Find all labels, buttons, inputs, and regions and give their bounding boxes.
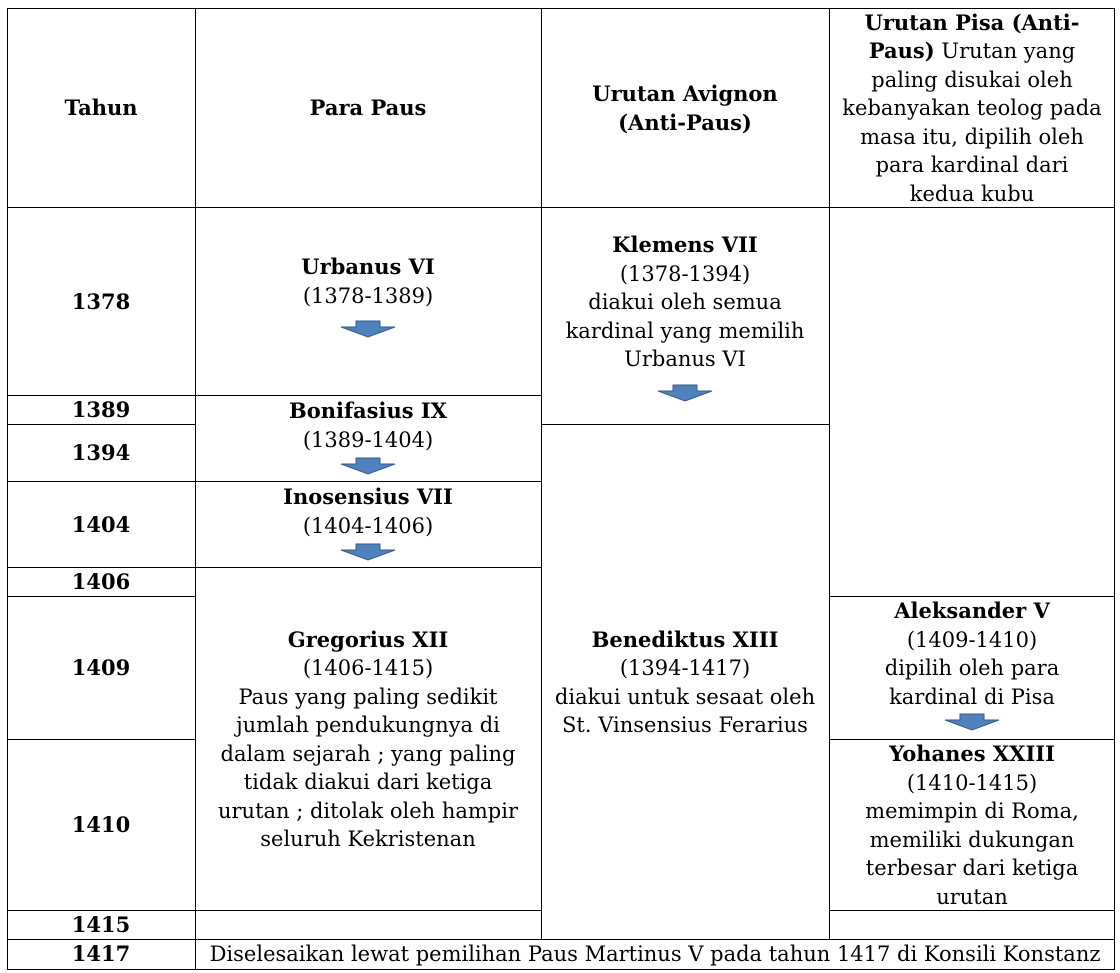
table-border — [7, 910, 541, 911]
pope-inosensius-cell — [195, 482, 541, 568]
antipope-name: Aleksander V — [894, 598, 1050, 623]
antipope-benediktus-cell — [541, 425, 829, 940]
table-border — [7, 969, 1115, 970]
antipope-note: memimpin di Roma, memiliki dukungan terbesar dari ketiga urutan — [865, 799, 1079, 909]
table-border — [541, 424, 829, 425]
header-avignon: Urutan Avignon (Anti-Paus) — [592, 81, 778, 135]
pope-note: Paus yang paling sedikit jumlah pendukungnya di dalam sejarah ; yang paling tidak diakui dari ketiga urutan ; ditolak oleh hampir seluruh Kekristenan — [217, 684, 519, 851]
antipope-years: (1378-1394) — [619, 261, 751, 286]
antipope-years: (1410-1415) — [906, 770, 1038, 795]
down-arrow-icon — [340, 457, 396, 475]
pope-gregorius-cell — [195, 568, 541, 911]
pope-years: (1378-1389) — [302, 283, 434, 308]
table-border — [829, 8, 830, 940]
antipope-years: (1409-1410) — [906, 627, 1038, 652]
footer-note: Diselesaikan lewat pemilihan Paus Martinus V pada tahun 1417 di Konsili Konstanz — [209, 942, 1101, 967]
year-cell: 1378 — [71, 288, 131, 314]
pope-bonifasius-cell — [195, 396, 541, 482]
table-border — [7, 207, 1115, 208]
pope-urbanus-cell — [195, 208, 541, 396]
table-border — [7, 567, 541, 568]
antipope-note: diakui oleh semua kardinal yang memilih Urbanus VI — [565, 290, 805, 372]
header-pisa — [829, 9, 1115, 208]
year-cell: 1410 — [71, 812, 131, 838]
antipope-yohanes-cell — [829, 740, 1115, 911]
down-arrow-icon — [340, 320, 396, 338]
pope-years: (1406-1415) — [302, 656, 434, 680]
table-border — [829, 739, 1115, 740]
pope-years: (1404-1406) — [302, 513, 434, 538]
header-pisa-description: Urutan yang paling disukai oleh kebanyakan teolog pada masa itu, dipilih oleh para kardinal dari kedua kubu — [842, 39, 1102, 206]
year-cell: 1404 — [71, 511, 131, 537]
table-border — [7, 8, 8, 970]
table-border — [541, 8, 542, 940]
table-border — [1114, 8, 1115, 970]
header-popes: Para Paus — [309, 95, 427, 121]
year-cell: 1409 — [71, 655, 131, 681]
antipope-klemens-cell — [541, 208, 829, 425]
table-border — [7, 739, 195, 740]
table-border — [7, 424, 195, 425]
pope-name: Bonifasius IX — [289, 398, 447, 423]
year-cell: 1415 — [71, 912, 131, 938]
table-border — [7, 596, 195, 597]
year-cell: 1394 — [71, 440, 131, 466]
table-border — [7, 8, 1115, 9]
down-arrow-icon — [657, 384, 713, 402]
table-border — [829, 910, 1115, 911]
antipope-years: (1394-1417) — [619, 656, 751, 680]
year-cell: 1389 — [71, 397, 131, 423]
down-arrow-icon — [340, 543, 396, 561]
antipope-note: dipilih oleh para kardinal di Pisa — [884, 656, 1060, 709]
year-cell: 1406 — [71, 569, 131, 595]
antipope-name: Benediktus XIII — [591, 626, 779, 652]
table-border — [195, 8, 196, 970]
pope-name: Urbanus VI — [301, 254, 435, 279]
table-border — [7, 395, 541, 396]
antipope-name: Klemens VII — [612, 232, 758, 258]
header-pisa-title: Urutan Pisa (Anti-Paus) — [864, 9, 1080, 64]
table-border — [7, 481, 541, 482]
pisa-empty-cell — [829, 208, 1115, 597]
table-border — [7, 939, 1115, 940]
header-year: Tahun — [64, 95, 138, 121]
table-border — [829, 596, 1115, 597]
antipope-note: diakui untuk sesaat oleh St. Vinsensius Ferarius — [554, 684, 816, 737]
down-arrow-icon — [944, 713, 1000, 731]
pope-years: (1389-1404) — [302, 427, 434, 452]
antipope-name: Yohanes XXIII — [889, 741, 1055, 766]
pope-name: Inosensius VII — [283, 484, 453, 509]
pope-name: Gregorius XII — [287, 626, 449, 652]
year-cell: 1417 — [71, 941, 131, 967]
antipope-aleksander-cell — [829, 597, 1115, 740]
